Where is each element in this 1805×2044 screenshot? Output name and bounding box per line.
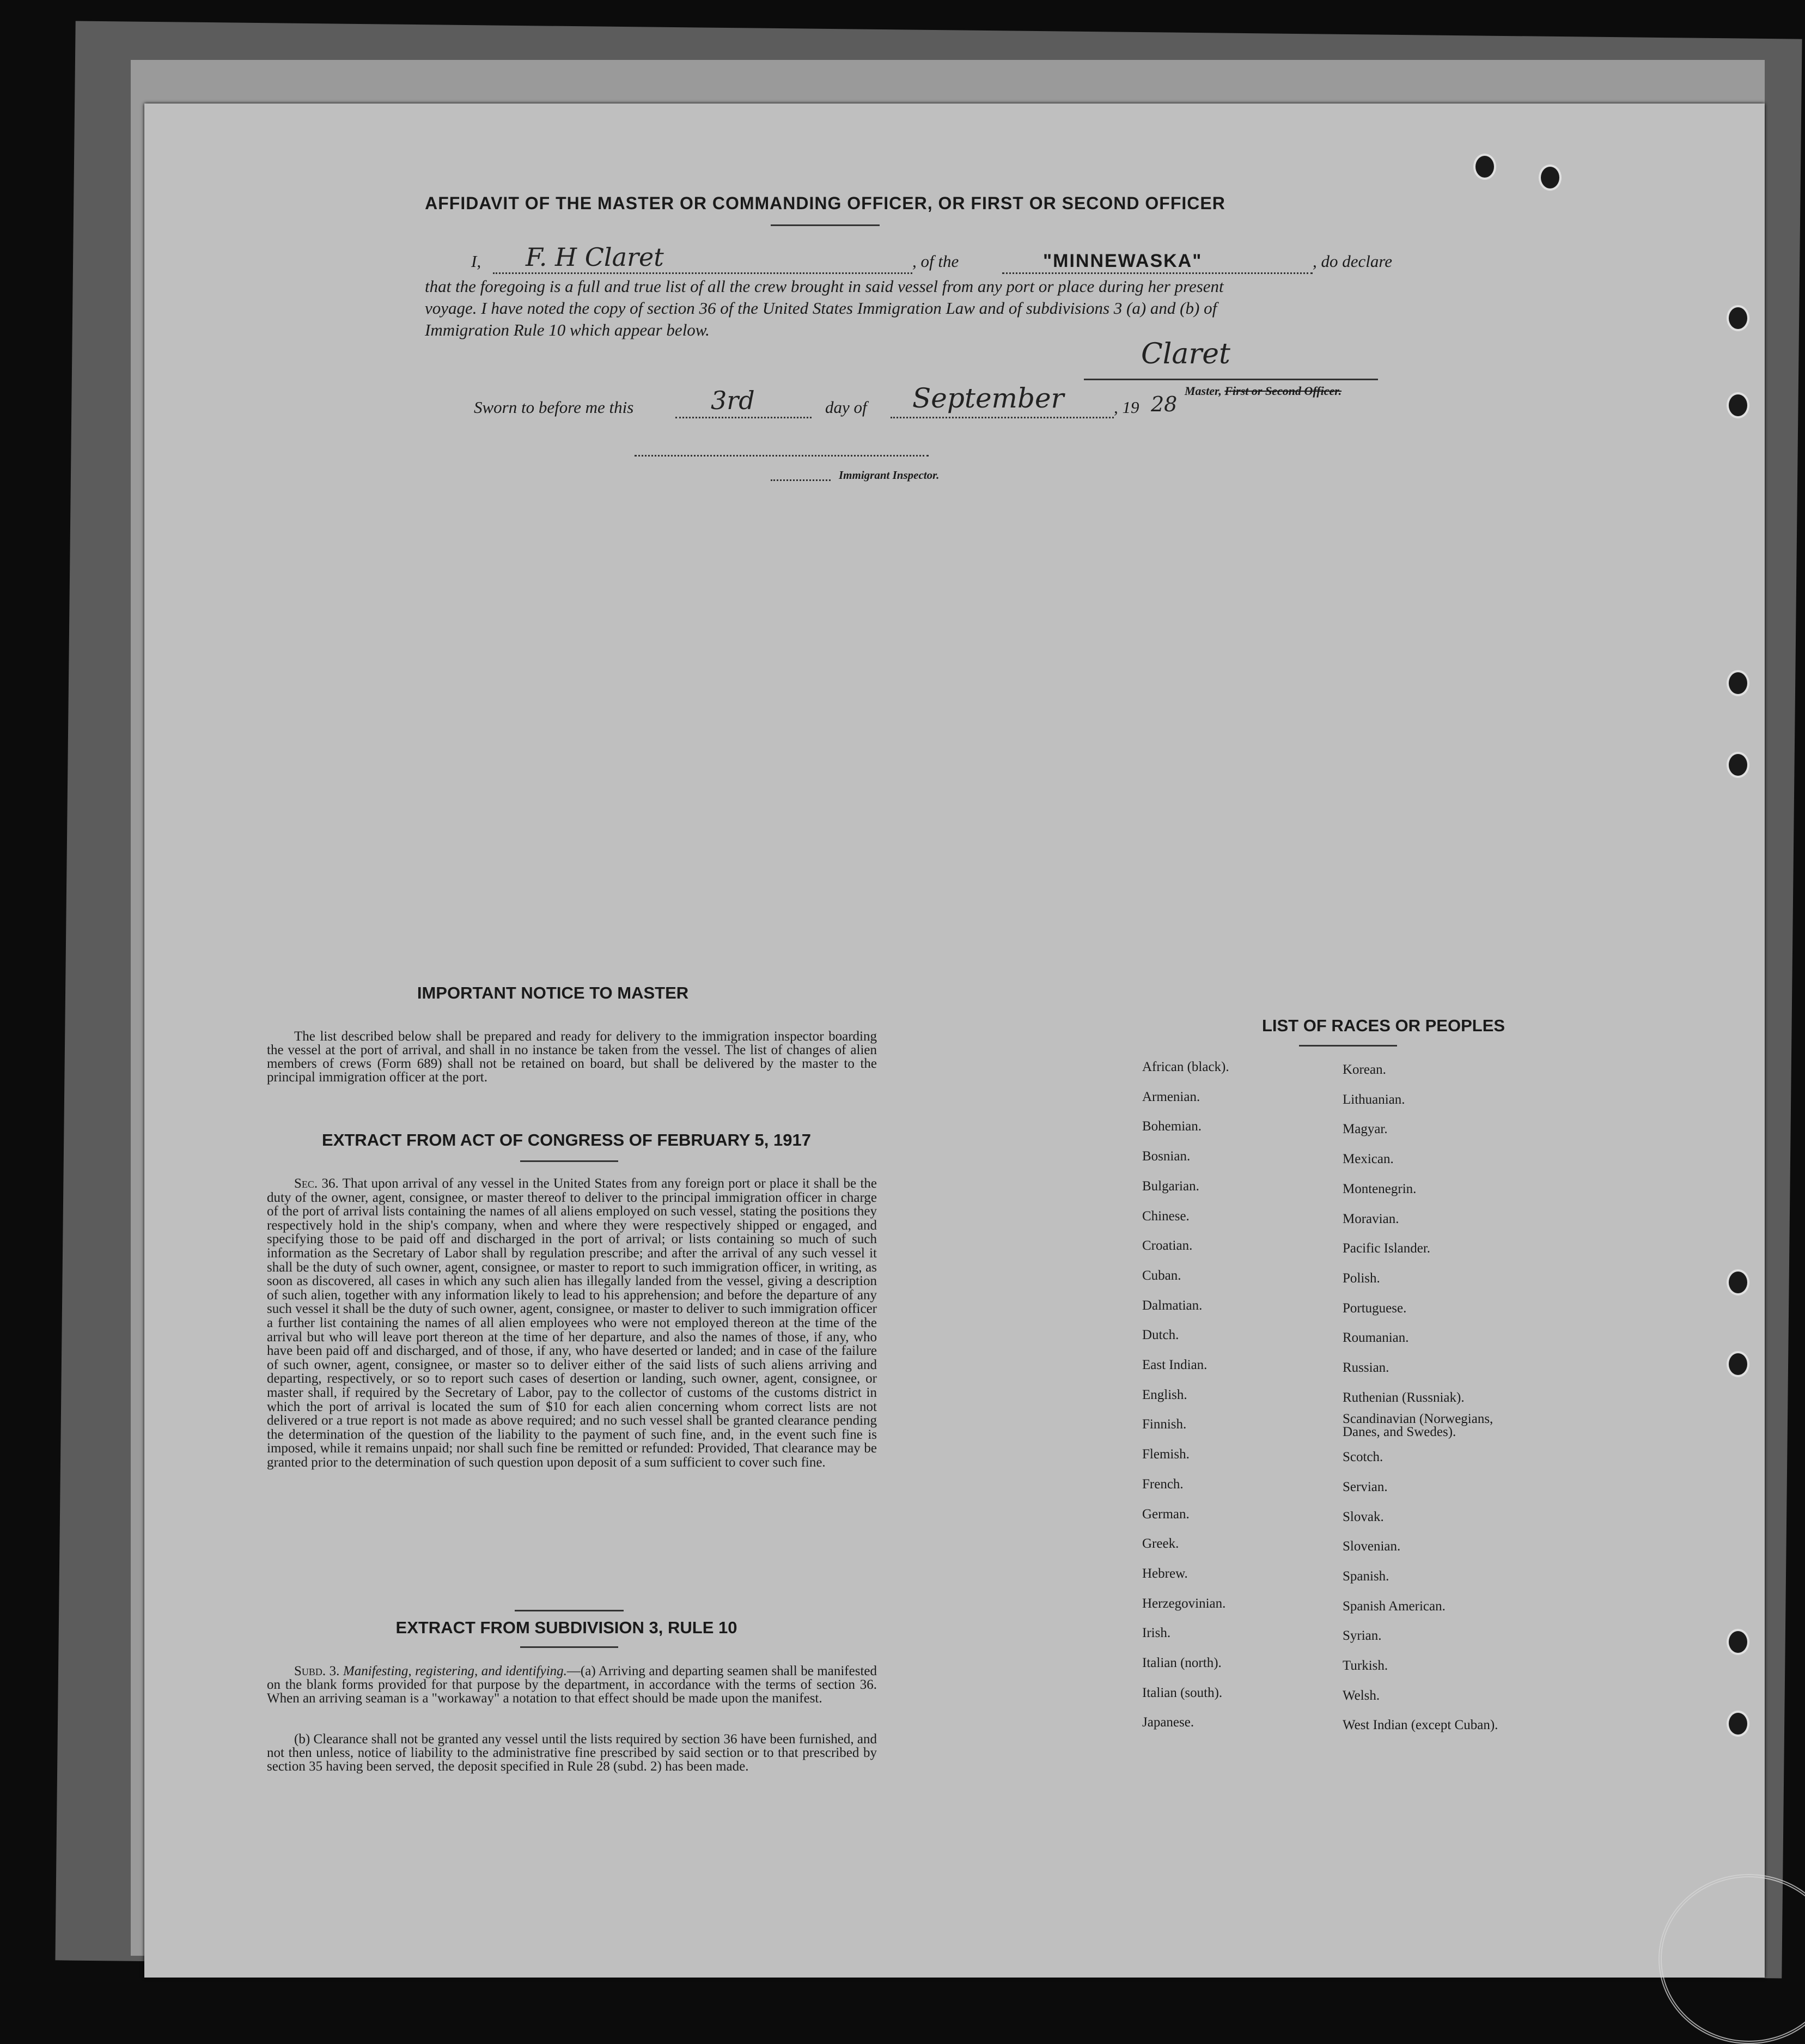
rule-subd-heading: Manifesting, registering, and identifying. xyxy=(343,1664,567,1678)
affidavit-line-3: voyage. I have noted the copy of section 36 of the United States Immigration Law and of subdivisions 3 (a) and (b) of xyxy=(425,299,1217,318)
races-title: LIST OF RACES OR PEOPLES xyxy=(1261,1016,1505,1035)
title-underline xyxy=(771,224,880,226)
notice-title: IMPORTANT NOTICE TO MASTER xyxy=(417,983,689,1002)
rule-title: EXTRACT FROM SUBDIVISION 3, RULE 10 xyxy=(395,1618,737,1637)
race-item: Finnish. xyxy=(1142,1417,1187,1432)
sworn-year: 28 xyxy=(1151,392,1178,416)
race-item: Bulgarian. xyxy=(1142,1178,1199,1194)
race-item: Magyar. xyxy=(1343,1122,1388,1137)
race-item: Portuguese. xyxy=(1343,1300,1407,1316)
race-item: Slovak. xyxy=(1343,1509,1384,1524)
race-item: Croatian. xyxy=(1142,1238,1193,1254)
sworn-label: Sworn to before me this xyxy=(474,398,634,417)
race-item: Spanish. xyxy=(1343,1568,1389,1584)
sworn-month: September xyxy=(912,382,1064,414)
race-item: Spanish American. xyxy=(1343,1598,1446,1614)
signature: Claret xyxy=(1141,338,1230,370)
race-item: English. xyxy=(1142,1387,1187,1402)
affidavit-title: AFFIDAVIT OF THE MASTER OR COMMANDING OFFICER, OR FIRST OR SECOND OFFICER xyxy=(425,193,1225,213)
race-item: Armenian. xyxy=(1142,1089,1200,1104)
signature-line xyxy=(1084,379,1378,380)
act-title: EXTRACT FROM ACT OF CONGRESS OF FEBRUARY 5, 1917 xyxy=(322,1130,811,1149)
rule-text-a xyxy=(267,1664,877,1705)
vessel-name: "MINNEWASKA" xyxy=(1043,251,1203,271)
race-item: Chinese. xyxy=(1142,1208,1190,1224)
sworn-day: 3rd xyxy=(711,386,755,415)
race-item: Roumanian. xyxy=(1343,1330,1409,1346)
punch-hole xyxy=(1727,752,1749,778)
race-item: Dutch. xyxy=(1142,1328,1179,1343)
race-item: Turkish. xyxy=(1343,1658,1388,1673)
rule-title-underline xyxy=(520,1646,618,1648)
race-item: Dalmatian. xyxy=(1142,1298,1203,1313)
race-item: Moravian. xyxy=(1343,1211,1399,1226)
inspector-label: Immigrant Inspector. xyxy=(839,469,940,482)
do-declare-label: , do declare xyxy=(1313,252,1393,271)
inspector-line-short xyxy=(771,479,831,481)
inspector-line xyxy=(635,455,929,457)
race-item: Flemish. xyxy=(1142,1447,1190,1462)
race-item: French. xyxy=(1142,1476,1184,1492)
year-prefix: , 19 xyxy=(1114,398,1139,417)
race-item: Scandinavian (Norwegians, Danes, and Swedes). xyxy=(1343,1412,1493,1440)
act-section-label: Sec. 36. xyxy=(294,1176,339,1191)
punch-hole xyxy=(1727,1351,1749,1377)
punch-hole xyxy=(1727,392,1749,418)
race-item: Bohemian. xyxy=(1142,1119,1202,1134)
race-item: German. xyxy=(1142,1506,1190,1522)
race-item: Greek. xyxy=(1142,1536,1179,1552)
race-item: Italian (south). xyxy=(1142,1685,1223,1700)
race-item: Bosnian. xyxy=(1142,1149,1191,1164)
punch-hole xyxy=(1539,165,1562,191)
race-item: Irish. xyxy=(1142,1626,1171,1641)
race-item: East Indian. xyxy=(1142,1358,1208,1372)
race-item: Scotch. xyxy=(1343,1450,1383,1465)
punch-hole xyxy=(1727,1629,1749,1655)
day-of-label: day of xyxy=(825,398,867,417)
punch-hole xyxy=(1727,305,1749,331)
race-item: Syrian. xyxy=(1343,1628,1382,1644)
punch-hole xyxy=(1473,154,1496,180)
race-item: African (black). xyxy=(1142,1060,1229,1074)
races-title-underline xyxy=(1299,1045,1397,1047)
race-item: Italian (north). xyxy=(1142,1656,1222,1670)
rule-subd-label: Subd. 3. xyxy=(294,1664,340,1678)
rule-text-b: (b) Clearance shall not be granted any vessel until the lists required by section 36 have been furnished, and not then unless, notice of liability to the administrative fine prescribed by said section or to that prescribed by section 35 having been served, the deposit specified in Rule 28 (subd. 2) has been made. xyxy=(267,1732,877,1774)
master-name: F. H Claret xyxy=(526,242,664,272)
day-line xyxy=(675,417,812,418)
punch-hole xyxy=(1727,1269,1749,1295)
document-page xyxy=(144,104,1765,1978)
official-seal xyxy=(1658,1874,1805,2044)
race-item: Herzegovinian. xyxy=(1142,1596,1226,1611)
race-item: Servian. xyxy=(1343,1479,1388,1494)
race-item: West Indian (except Cuban). xyxy=(1343,1718,1498,1733)
race-item: Polish. xyxy=(1343,1270,1380,1286)
rule-text-a-body: —(a) Arriving and departing seamen shall be manifested on the blank forms provided for that purpose by the department, in accordance with the terms of section 36. When an arriving seaman is a "workaway" a notation to that effect should be made upon the manifest. xyxy=(267,1664,877,1706)
race-item: Lithuanian. xyxy=(1343,1092,1405,1107)
act-text-block xyxy=(267,1177,877,1469)
punch-hole xyxy=(1727,1711,1749,1737)
punch-hole xyxy=(1727,670,1749,696)
race-item: Pacific Islander. xyxy=(1343,1241,1431,1256)
race-item: Slovenian. xyxy=(1343,1539,1401,1554)
race-item: Russian. xyxy=(1343,1360,1389,1375)
master-struck-text: First or Second Officer. xyxy=(1224,384,1342,398)
race-item: Welsh. xyxy=(1343,1688,1380,1703)
vessel-line xyxy=(1002,272,1313,274)
i-label: I, xyxy=(471,252,481,271)
race-item: Hebrew. xyxy=(1142,1566,1188,1581)
name-line xyxy=(493,272,912,274)
notice-text: The list described below shall be prepared and ready for delivery to the immigration inspector boarding the vessel at the port of arrival, and shall in no instance be taken from the vessel. The list of changes of alien members of crews (Form 689) shall not be retained on board, but shall be delivered by the master to the principal immigration officer at the port. xyxy=(267,1029,877,1085)
affidavit-line-4: Immigration Rule 10 which appear below. xyxy=(425,320,710,339)
act-title-underline xyxy=(520,1160,618,1162)
master-label: Master, xyxy=(1185,384,1222,398)
race-item: Ruthenian (Russniak). xyxy=(1343,1390,1465,1405)
race-item: Mexican. xyxy=(1343,1152,1394,1167)
race-item: Montenegrin. xyxy=(1343,1181,1417,1196)
affidavit-line-2: that the foregoing is a full and true list of all the crew brought in said vessel from any port or place during her present xyxy=(425,277,1224,296)
race-item: Japanese. xyxy=(1142,1715,1194,1730)
of-the-label: , of the xyxy=(912,252,959,271)
race-item: Cuban. xyxy=(1142,1268,1181,1283)
month-line xyxy=(891,417,1114,418)
act-text: That upon arrival of any vessel in the United States from any foreign port or place it shall be the duty of the owner, agent, consignee, or master thereof to deliver to the principal immigration officer in charge of the port of arrival lists containing the names of all aliens employed on such vessel, stating the positions they respectively hold in the ship's company, when and where they were respectively shipped or engaged, and specifying those to be paid off and discharged in the port of arrival; or lists containing so much of such information as the Secretary of Labor shall by regulation prescribe; and after the arrival of any such vessel it shall be the duty of such owner, agent, consignee, or master to report to such immigration officer, in writing, as soon as discovered, all cases in which any such alien has illegally landed from the vessel, giving a description of such alien, together with any information likely to lead to his apprehension; and before the departure of any such vessel it shall be the duty of such owner, agent, consignee, or master to deliver to such immigration officer a further list containing the names of all alien employees who were not employed thereon at the time of the arrival but who will leave port thereon at the time of her departure, and also the names of those, if any, who have been paid off and discharged, and of those, if any, who have deserted or landed; and in case of the failure of such owner, agent, consignee, or master so to deliver either of the said lists of such aliens arriving and departing, respectively, or so to report such cases of desertion or landing, such owner, agent, consignee, or master shall, if required by the Secretary of Labor, pay to the collector of customs of the customs district in which the port of arrival is located the sum of $10 for each alien concerning whom correct lists are not delivered or a true report is not made as above required; and no such vessel shall be granted clearance pending the determination of the question of the liability to the payment of such fine, and, in the event such fine is imposed, while it remains unpaid; nor shall such fine be remitted or refunded: Provided, That clearance may be granted prior to the determination of such question upon deposit of a sum sufficient to cover such fine. xyxy=(267,1176,877,1470)
race-item: Korean. xyxy=(1343,1062,1386,1077)
act-end-rule xyxy=(515,1610,624,1611)
master-title xyxy=(1185,384,1341,398)
